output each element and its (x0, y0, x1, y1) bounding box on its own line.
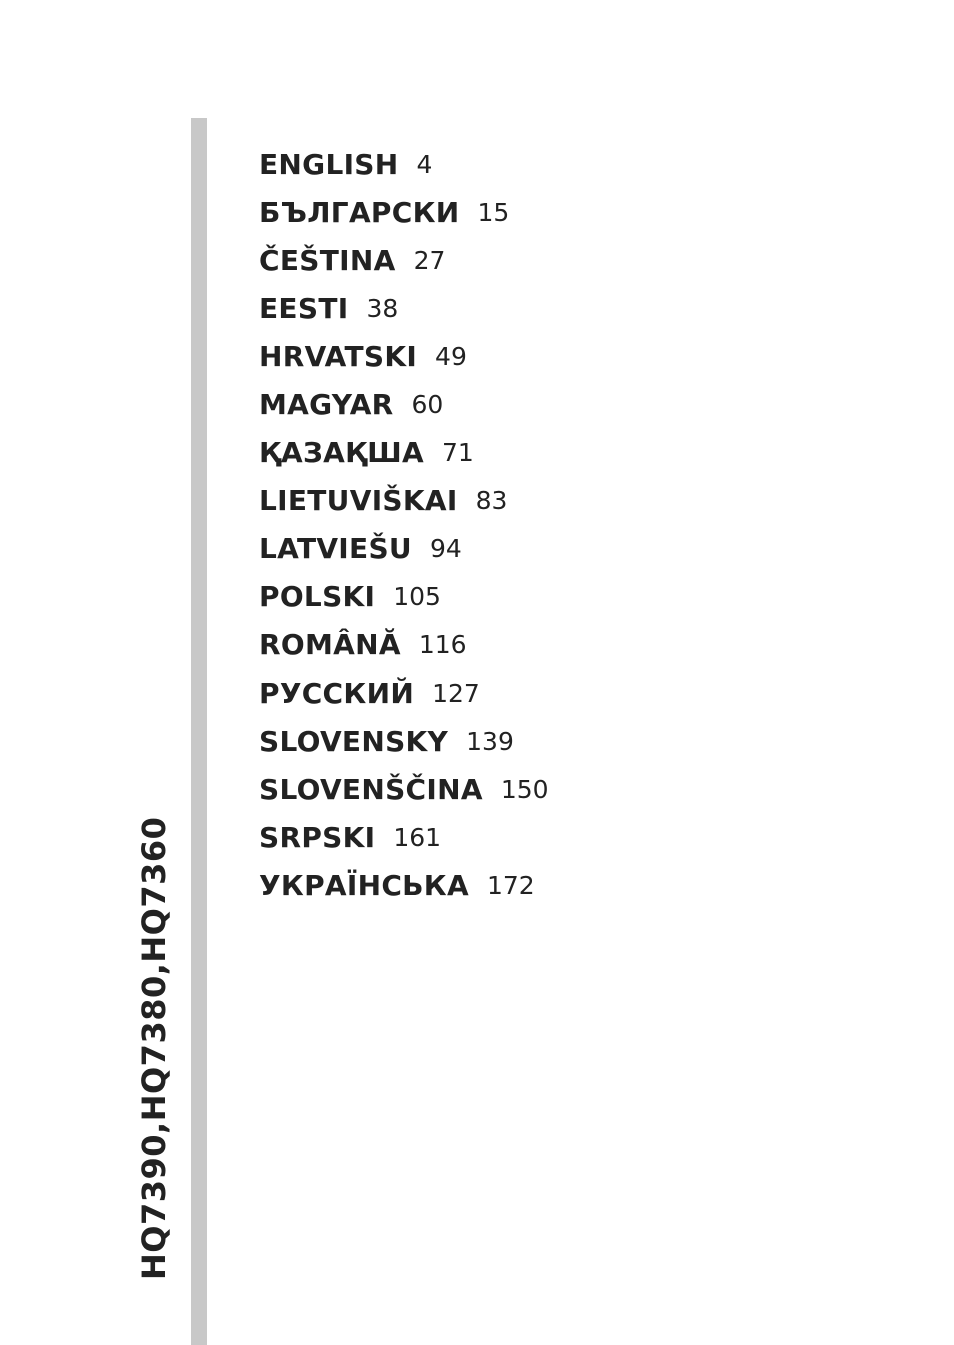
toc-page-number: 127 (432, 678, 480, 708)
toc-language: БЪЛГАРСКИ (259, 195, 460, 229)
toc-page-number: 38 (366, 293, 399, 323)
toc-item-slovak[interactable] (259, 717, 549, 765)
toc-page-number: 161 (393, 822, 442, 852)
toc-language: ENGLISH (259, 147, 399, 181)
toc-item-slovenian[interactable] (259, 765, 549, 813)
toc-page-number: 94 (429, 534, 462, 564)
toc-language: SLOVENŠČINA (259, 772, 483, 806)
toc-item-serbian[interactable] (259, 813, 549, 861)
toc-language: РУССКИЙ (259, 676, 415, 710)
toc-item-estonian[interactable] (259, 284, 549, 332)
toc-language: ČEŠTINA (259, 243, 396, 277)
toc-language: SRPSKI (259, 820, 376, 854)
toc-item-bulgarian[interactable] (259, 188, 549, 236)
toc-page-number: 27 (413, 245, 446, 275)
toc-language: SLOVENSKY (259, 724, 449, 758)
toc-item-latvian[interactable] (259, 525, 549, 573)
toc-page-number: 15 (477, 197, 510, 227)
toc-item-english[interactable] (259, 140, 549, 188)
toc-page-number: 172 (486, 870, 535, 900)
toc-language: POLSKI (259, 580, 376, 614)
toc-language: EESTI (259, 291, 349, 325)
toc-item-polish[interactable] (259, 573, 549, 621)
model-number: HQ7390,HQ7380,HQ7360 (135, 816, 173, 1280)
toc-page-number: 116 (418, 630, 467, 660)
toc-language: HRVATSKI (259, 339, 418, 373)
toc-language: LIETUVIŠKAI (259, 484, 458, 518)
toc-language: УКРАЇНСЬКА (259, 868, 469, 902)
toc-page-number: 150 (500, 774, 549, 804)
toc-page-number: 139 (466, 726, 514, 756)
toc-item-kazakh[interactable] (259, 429, 549, 477)
toc-item-russian[interactable] (259, 669, 549, 717)
toc-item-czech[interactable] (259, 236, 549, 284)
toc-item-ukrainian[interactable] (259, 861, 549, 909)
toc-page-number: 49 (435, 341, 467, 371)
toc-language: MAGYAR (259, 388, 394, 422)
toc-item-romanian[interactable] (259, 621, 549, 669)
toc-page-number: 4 (416, 149, 433, 179)
toc-language: ROMÂNĂ (259, 628, 401, 662)
toc-page-number: 83 (475, 486, 508, 516)
table-of-contents (259, 140, 549, 910)
toc-page-number: 60 (411, 390, 444, 420)
toc-item-hungarian[interactable] (259, 380, 549, 428)
toc-item-lithuanian[interactable] (259, 477, 549, 525)
toc-language: LATVIEŠU (259, 532, 412, 566)
toc-language: ҚАЗАҚША (259, 436, 424, 470)
toc-page-number: 71 (442, 438, 474, 468)
toc-item-croatian[interactable] (259, 332, 549, 380)
toc-page-number: 105 (393, 582, 441, 612)
side-bar (191, 118, 207, 1345)
